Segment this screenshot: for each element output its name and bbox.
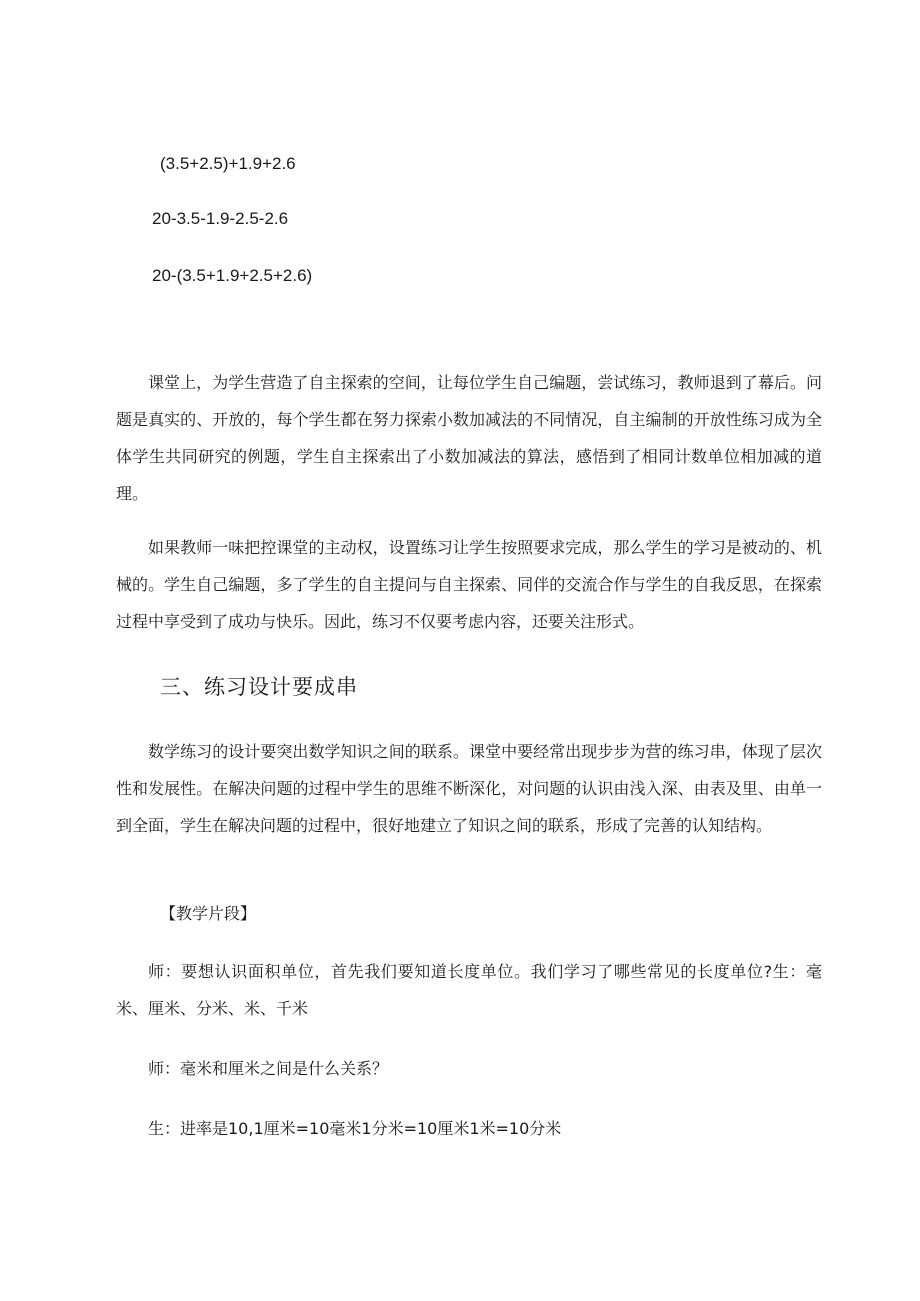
section-heading: 三、练习设计要成串: [160, 675, 358, 699]
dialogue-line-1: 师：要想认识面积单位，首先我们要知道长度单位。我们学习了哪些常见的长度单位?生：毫米、厘米、分米、米、千米: [116, 962, 822, 1018]
dialogue-line-2: 师：毫米和厘米之间是什么关系？: [148, 1059, 389, 1078]
expression-3: 20-(3.5+1.9+2.5+2.6): [152, 266, 313, 285]
dialogue-line-3: 生：进率是10,1厘米=10毫米1分米=10厘米1米=10分米: [148, 1119, 562, 1138]
expression-1: (3.5+2.5)+1.9+2.6: [160, 154, 296, 173]
paragraph-practice-series: 数学练习的设计要突出数学知识之间的联系。课堂中要经常出现步步为营的练习串，体现了层次性和发展性。在解决问题的过程中学生的思维不断深化，对问题的认识由浅入深、由表及里、由单一到全面，学生在解决问题的过程中，很好地建立了知识之间的联系，形成了完善的认知结构。: [116, 742, 822, 835]
expression-2: 20-3.5-1.9-2.5-2.6: [152, 209, 289, 228]
paragraph-teacher-control: 如果教师一味把控课堂的主动权，设置练习让学生按照要求完成，那么学生的学习是被动的、机械的。学生自己编题，多了学生的自主提问与自主探索、同伴的交流合作与学生的自我反思，在探索过程中享受到了成功与快乐。因此，练习不仅要考虑内容，还要关注形式。: [116, 538, 822, 631]
paragraph-classroom: 课堂上，为学生营造了自主探索的空间，让每位学生自己编题，尝试练习，教师退到了幕后。问题是真实的、开放的，每个学生都在努力探索小数加减法的不同情况，自主编制的开放性练习成为全体学生共同研究的例题，学生自主探索出了小数加减法的算法，感悟到了相同计数单位相加减的道理。: [116, 373, 822, 503]
fragment-label: 【教学片段】: [160, 904, 257, 923]
